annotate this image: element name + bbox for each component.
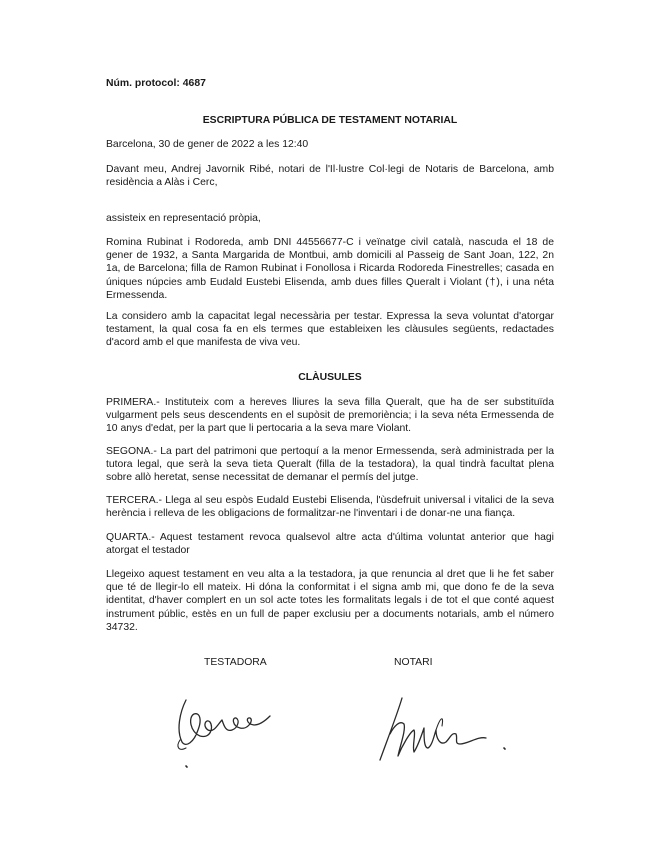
document-title: ESCRIPTURA PÚBLICA DE TESTAMENT NOTARIAL: [202, 115, 458, 126]
testator-paragraph: Romina Rubinat i Rodoreda, amb DNI 44556677-C i veïnatge civil català, nascuda el 18 de gener de 1932, a Santa Margarida de Montbui, amb domicili al Passeig de Sant Joan, 122, 2n 1a, de Barcelona; filla de Ramon Rubinat i Fonollosa i Ricarda Rodoreda Finestrelles; casada en úniques núpcies amb Eudald Eustebi Elisenda, amb dues filles Queralt i Violant (†), i una néta Ermessenda.: [106, 237, 554, 301]
protocol-label: Núm. protocol:: [106, 78, 180, 89]
attendance-paragraph: assisteix en representació pròpia,: [106, 213, 261, 224]
closing-paragraph: Llegeixo aquest testament en veu alta a la testadora, ja que renuncia al dret que li he fet saber que té de llegir-lo ell mateix. Hi dóna la conformitat i el signa amb mi, que dono fe de la seva identitat, d'haver complert en un sol acte totes les formalitats legals i de tot el que conté aquest instrument públic, estès en un full de paper exclusiu per a documents notarials, amb el número 34732.: [106, 569, 554, 633]
clause-primera: PRIMERA.- Instituteix com a hereves lliures la seva filla Queralt, que ha de ser substituïda vulgarment pels seus descendents en el supòsit de premoriència; i la seva néta Ermessenda de 10 anys d'edat, per la part que li pertocaria a la seva mare Violant.: [106, 397, 554, 435]
testator-signature-label: TESTADORA: [204, 657, 267, 668]
clause-tercera: TERCERA.- Llega al seu espòs Eudald Eustebi Elisenda, l'ùsdefruit universal i vitalici de la seva herència i relleva de les obligacions de formalitzar-ne l'inventari i de donar-ne una fiança.: [106, 495, 554, 520]
clause-segona: SEGONA.- La part del patrimoni que pertoquí a la menor Ermessenda, serà administrada per la tutora legal, que serà la seva tieta Queralt (filla de la testadora), la qual tindrà facultat plena sobre allò heretat, sense necessitat de demanar el permís del jutge.: [106, 446, 554, 484]
clause-quarta: QUARTA.- Aquest testament revoca qualsevol altre acta d'última voluntat anterior que hagi atorgat el testador: [106, 532, 554, 557]
notary-signature: [372, 690, 512, 770]
notary-paragraph: Davant meu, Andrej Javornik Ribé, notari de l'Il·lustre Col·legi de Notaris de Barcelona, amb residència a Alàs i Cerc,: [106, 164, 554, 189]
place-date: Barcelona, 30 de gener de 2022 a les 12:40: [106, 139, 309, 150]
notary-signature-label: NOTARI: [394, 657, 433, 668]
protocol-line: [106, 77, 554, 90]
testator-signature: [160, 690, 280, 770]
protocol-number: 4687: [182, 78, 206, 89]
capacity-paragraph: La considero amb la capacitat legal necessària per testar. Expressa la seva voluntat d'atorgar testament, la qual cosa fa en els termes que estableixen les clàusules següents, redactades d'acord amb el que manifesta de viva veu.: [106, 311, 554, 349]
clauses-heading: CLÀUSULES: [298, 372, 362, 383]
